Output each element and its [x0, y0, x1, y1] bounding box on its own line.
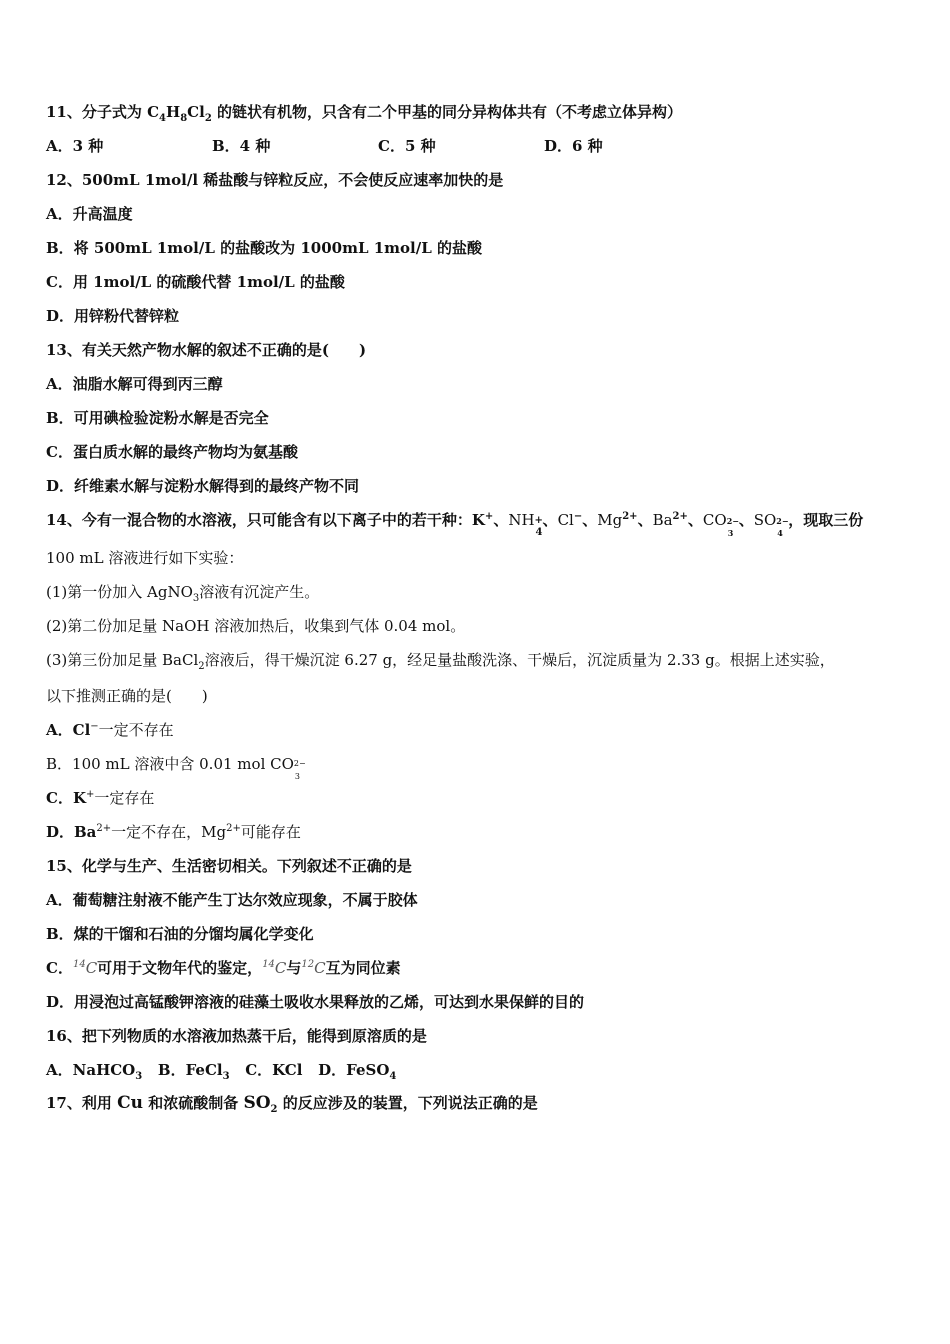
q11-option-a[interactable]: A．3 种	[46, 137, 104, 155]
q14-option-d-text: D．Ba	[46, 823, 97, 841]
formula-cu: Cu	[117, 1093, 143, 1113]
q17-text: 17、利用	[46, 1094, 118, 1112]
subscript: 4	[389, 1071, 397, 1082]
q11-text: 的链状有机物，只含有二个甲基的同分异构体共有（不考虑立体异构）	[211, 103, 683, 121]
superscript: 2+	[96, 823, 112, 834]
q12-option-c[interactable]: C．用 1mol/L 的硫酸代替 1mol/L 的盐酸	[46, 273, 345, 291]
q12-option-b[interactable]: B．将 500mL 1mol/L 的盐酸改为 1000mL 1mol/L 的盐酸	[46, 239, 482, 257]
q17-stem	[46, 1093, 538, 1113]
mass-number: 14	[72, 959, 86, 970]
q14-step3-text: 溶液后，得干燥沉淀 6.27 g，经足量盐酸洗涤、干燥后，沉淀质量为 2.33 g。根据上述实验，	[204, 651, 835, 669]
q15-stem: 15、化学与生产、生活密切相关。下列叙述不正确的是	[46, 857, 412, 875]
q13-option-a[interactable]: A．油脂水解可得到丙三醇	[46, 375, 223, 393]
q15-option-c-text: C．	[46, 959, 73, 977]
q14-option-c-text: C．K	[46, 789, 86, 807]
q14-step1	[46, 582, 319, 602]
q14-option-a-text: 一定不存在	[98, 721, 174, 739]
q14-option-a[interactable]	[46, 720, 174, 740]
superscript: +	[85, 789, 95, 800]
q16-stem: 16、把下列物质的水溶液加热蒸干后，能得到原溶质的是	[46, 1027, 427, 1045]
q14-step2: (2)第二份加足量 NaOH 溶液加热后，收集到气体 0.04 mol。	[46, 617, 466, 635]
q14-stem-line3: 以下推测正确的是( )	[46, 687, 208, 705]
isotope-c12	[301, 959, 325, 977]
q16-option-a-text: A．NaHCO	[46, 1061, 136, 1079]
q12-option-d[interactable]: D．用锌粉代替锌粒	[46, 307, 180, 325]
ion-ba: Ba	[652, 511, 673, 529]
ion-co3: CO	[702, 511, 727, 529]
q14-step1-text: (1)第一份加入 AgNO	[46, 583, 193, 601]
q14-step1-text: 溶液有沉淀产生。	[199, 583, 320, 601]
q13-option-b[interactable]: B．可用碘检验淀粉水解是否完全	[46, 409, 269, 427]
q14-step3	[46, 650, 835, 670]
separator: 、	[542, 511, 558, 529]
q14-stem-line1: 14、今有一混合物的水溶液，只可能含有以下离子中的若干种：K+、NH + 4 、Cl−、$Mg^{2+}$、$Ba^{2+}$、CO 2− 3 、SO 2− 4 ，现取三份	[46, 511, 864, 538]
q14-stem-line2: 100 mL 溶液进行如下实验：	[46, 549, 244, 567]
q16-option-a[interactable]	[46, 1061, 143, 1082]
ion-cl: Cl	[557, 511, 574, 529]
q15-option-d[interactable]: D．用浸泡过高锰酸钾溶液的硅藻土吸收水果释放的乙烯，可达到水果保鲜的目的	[46, 993, 585, 1011]
q11-option-b[interactable]: B．4 种	[212, 137, 271, 155]
q15-option-b[interactable]: B．煤的干馏和石油的分馏均属化学变化	[46, 925, 314, 943]
superscript: 2+	[672, 511, 688, 522]
isotope-c14	[262, 959, 286, 977]
q15-option-c-text: 与	[286, 959, 302, 977]
superscript: +	[484, 511, 494, 522]
mass-number: 12	[301, 959, 315, 970]
q14-option-c[interactable]	[46, 788, 154, 808]
q15-option-c-text: 可用于文物年代的鉴定，	[97, 959, 263, 977]
q13-option-c[interactable]: C．蛋白质水解的最终产物均为氨基酸	[46, 443, 298, 461]
element-symbol: C	[314, 959, 326, 977]
ion-nh4: NH	[508, 511, 535, 529]
q15-option-a[interactable]: A．葡萄糖注射液不能产生丁达尔效应现象，不属于胶体	[46, 891, 418, 909]
ion-mg: Mg	[597, 511, 623, 529]
subscript: 3	[222, 1071, 230, 1082]
q11-option-c[interactable]: C．5 种	[378, 137, 436, 155]
q11-text: Cl	[187, 103, 205, 121]
subscript: 2	[270, 1104, 278, 1115]
q16-options	[46, 1060, 396, 1080]
separator: 、	[637, 511, 653, 529]
isotope-c14	[73, 959, 97, 977]
subscript: 8	[180, 113, 188, 124]
q11-options	[46, 136, 603, 156]
subscript: 2	[204, 113, 212, 124]
q14-option-d-text: 一定不存在，Mg	[111, 823, 227, 841]
element-symbol: C	[85, 959, 98, 977]
separator: 、	[582, 511, 598, 529]
q14-option-b-text: B．100 mL 溶液中含 0.01 mol CO	[46, 755, 294, 773]
separator: 、	[687, 511, 703, 529]
q14-option-a-text: A．Cl	[46, 721, 91, 739]
q14-option-d-text: 可能存在	[240, 823, 301, 841]
superscript: −	[573, 511, 583, 522]
q11-option-d[interactable]: D．6 种	[544, 137, 603, 155]
mass-number: 14	[262, 959, 275, 970]
q14-option-c-text: 一定存在	[94, 789, 155, 807]
q16-option-b[interactable]	[157, 1061, 230, 1082]
q14-step3-text: (3)第三份加足量 BaCl	[46, 651, 199, 669]
q14-text: 14、今有一混合物的水溶液，只可能含有以下离子中的若干种：K	[46, 511, 485, 529]
q16-option-c[interactable]: C．KCl	[245, 1061, 303, 1079]
superscript: 2+	[226, 823, 241, 834]
q11-stem	[46, 102, 682, 122]
q15-option-c-text: 互为同位素	[325, 959, 401, 977]
subscript: 2	[198, 661, 205, 672]
q12-stem: 12、500mL 1mol/l 稀盐酸与锌粒反应，不会使反应速率加快的是	[46, 171, 504, 189]
separator: 、	[493, 511, 509, 529]
q13-option-d[interactable]: D．纤维素水解与淀粉水解得到的最终产物不同	[46, 477, 360, 495]
q15-option-c[interactable]	[46, 958, 401, 978]
q13-stem: 13、有关天然产物水解的叙述不正确的是( )	[46, 341, 367, 359]
superscript: 2+	[622, 511, 638, 522]
q14-option-d[interactable]	[46, 822, 301, 842]
q11-text: 11、分子式为 C	[46, 103, 160, 121]
q14-text: ，现取三份	[788, 511, 864, 529]
element-symbol: C	[274, 959, 287, 977]
q16-option-d[interactable]	[318, 1061, 397, 1082]
q17-text: 和浓硫酸制备	[143, 1094, 244, 1112]
subscript: 3	[192, 593, 200, 604]
subscript: 4	[159, 113, 167, 124]
subscript: 3	[135, 1071, 143, 1082]
q12-option-a[interactable]: A．升高温度	[46, 205, 133, 223]
q14-option-b[interactable]: B．100 mL 溶液中含 0.01 mol CO 2− 3	[46, 755, 306, 781]
superscript: −	[90, 721, 99, 732]
formula-so2: SO	[243, 1093, 271, 1113]
separator: 、	[738, 511, 754, 529]
q17-text: 的反应涉及的装置，下列说法正确的是	[277, 1094, 538, 1112]
q16-option-d-text: D．FeSO	[318, 1061, 390, 1079]
q16-option-b-text: B．FeCl	[157, 1061, 223, 1079]
ion-so4: SO	[753, 511, 777, 529]
q11-text: H	[166, 103, 181, 121]
